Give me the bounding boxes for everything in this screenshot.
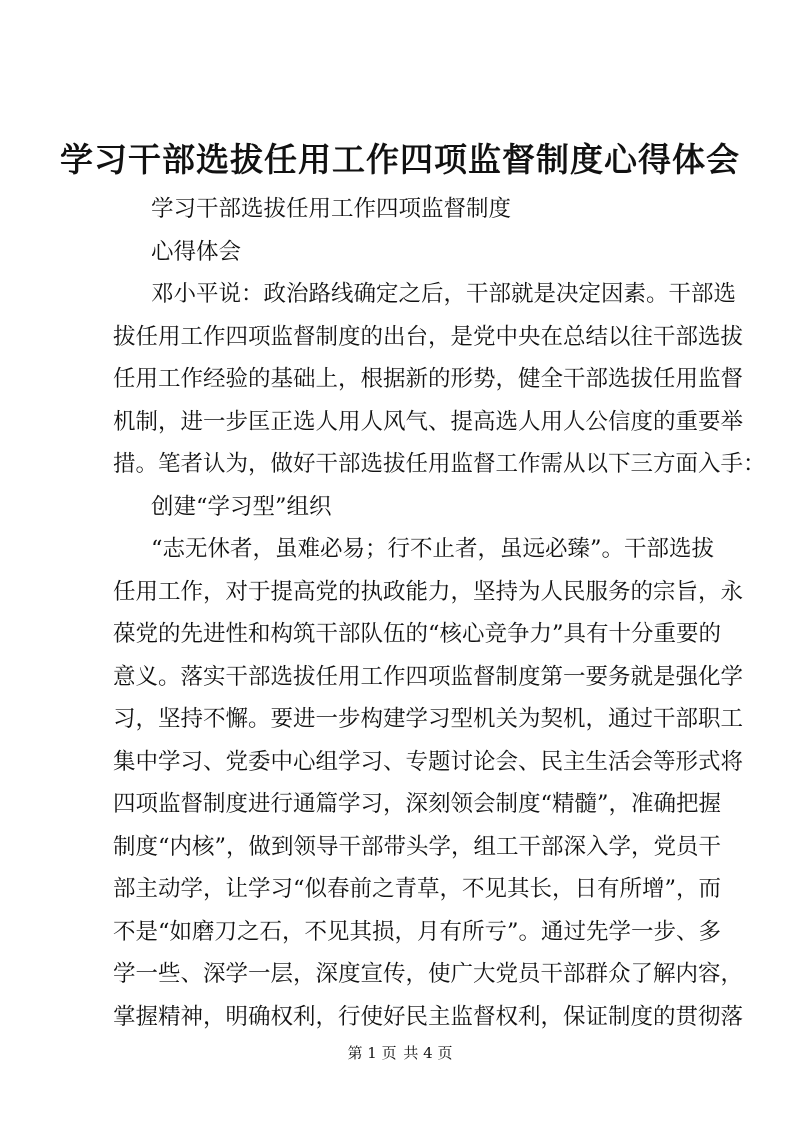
paragraph-line: “志无休者，虽难必易；行不止者，虽远必臻”。干部选拔 bbox=[151, 536, 715, 562]
paragraph-line: 机制，进一步匡正选人用人风气、提高选人用人公信度的重要举 bbox=[113, 408, 744, 435]
page-total: 共 4 页 bbox=[403, 1044, 453, 1062]
document-title: 学习干部选拔任用工作四项监督制度心得体会 bbox=[60, 140, 740, 179]
paragraph-line: 制度“内核”，做到领导干部带头学，组工干部深入学，党员干 bbox=[113, 833, 722, 860]
paragraph-line: 任用工作，对于提高党的执政能力，坚持为人民服务的宗旨，永 bbox=[113, 578, 744, 605]
paragraph-line: 学一些、深学一层，深度宣传，使广大党员干部群众了解内容， bbox=[113, 961, 744, 987]
paragraph-line: 不是“如磨刀之石，不见其损，月有所亏”。通过先学一步、多 bbox=[113, 918, 722, 945]
document-body bbox=[113, 188, 766, 1038]
paragraph-line: 习，坚持不懈。要进一步构建学习型机关为契机，通过干部职工 bbox=[113, 706, 744, 732]
subtitle-line-2: 心得体会 bbox=[151, 238, 242, 265]
paragraph-line: 邓小平说：政治路线确定之后，干部就是决定因素。干部选 bbox=[151, 281, 737, 307]
page-footer bbox=[0, 1043, 800, 1063]
paragraph-line: 拔任用工作四项监督制度的出台，是党中央在总结以往干部选拔 bbox=[113, 323, 744, 350]
paragraph-line: 四项监督制度进行通篇学习，深刻领会制度“精髓”，准确把握 bbox=[113, 791, 722, 817]
subtitle-line-1: 学习干部选拔任用工作四项监督制度 bbox=[151, 196, 512, 222]
section-heading: 创建“学习型”组织 bbox=[151, 493, 332, 520]
paragraph-line: 意义。落实干部选拔任用工作四项监督制度第一要务就是强化学 bbox=[113, 663, 744, 690]
paragraph-line: 部主动学，让学习“似春前之青草，不见其长，日有所增”，而 bbox=[113, 876, 722, 902]
paragraph-line: 任用工作经验的基础上，根据新的形势，健全干部选拔任用监督 bbox=[113, 366, 744, 392]
paragraph-line: 葆党的先进性和构筑干部队伍的“核心竞争力”具有十分重要的 bbox=[113, 621, 722, 647]
page-number: 第 1 页 bbox=[347, 1044, 397, 1062]
paragraph-line: 集中学习、党委中心组学习、专题讨论会、民主生活会等形式将 bbox=[113, 748, 744, 775]
paragraph-line: 掌握精神，明确权利，行使好民主监督权利，保证制度的贯彻落 bbox=[113, 1003, 744, 1030]
paragraph-line: 措。笔者认为，做好干部选拔任用监督工作需从以下三方面入手： bbox=[113, 451, 766, 477]
